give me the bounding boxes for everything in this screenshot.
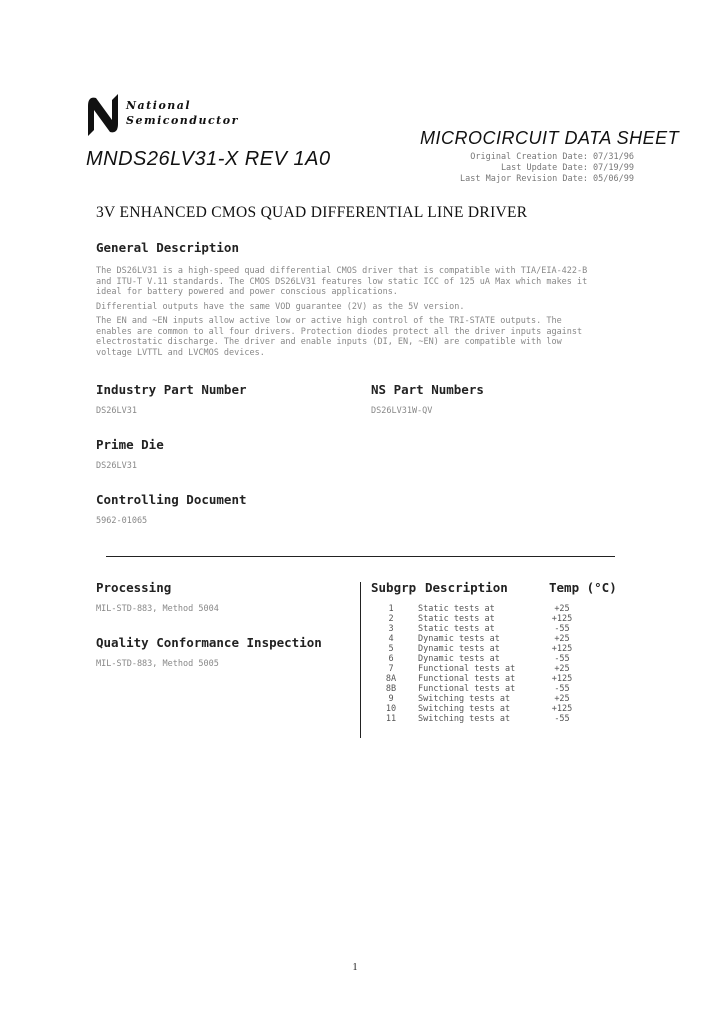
table-row [364, 624, 582, 634]
temp-cell: -55 [554, 714, 570, 724]
subgroup-cell: 1 [388, 604, 394, 614]
temp-cell: +25 [554, 604, 570, 614]
subgroup-cell: 3 [388, 624, 394, 634]
national-semiconductor-logo-icon [84, 92, 124, 138]
processing-value: MIL-STD-883, Method 5004 [96, 604, 219, 614]
description-cell: Dynamic tests at [418, 654, 500, 664]
general-description-body [96, 266, 596, 362]
temp-cell: +25 [554, 664, 570, 674]
subgroup-cell: 7 [388, 664, 394, 674]
subgroup-cell: 10 [385, 704, 397, 714]
subgroup-cell: 8A [385, 674, 397, 684]
temp-cell: +125 [551, 674, 573, 684]
description-paragraph: The DS26LV31 is a high-speed quad differential CMOS driver that is compatible with TIA/EIA-422-B and ITU-T V.11 standards. The CMOS DS26LV31 features low static ICC of 125 uA Max which makes it ideal for battery powered and power conscious applications. [96, 266, 588, 297]
table-row [364, 614, 582, 624]
table-row [364, 674, 582, 684]
temp-cell: -55 [554, 654, 570, 664]
subgroup-cell: 4 [388, 634, 394, 644]
subgrp-header: Subgrp [371, 580, 417, 595]
table-row [364, 704, 582, 714]
company-name [126, 98, 239, 128]
processing-heading: Processing [96, 580, 172, 595]
temp-cell: -55 [554, 624, 570, 634]
subgroup-cell: 9 [388, 694, 394, 704]
last-update-date: Last Update Date: 07/19/99 [500, 163, 634, 173]
description-cell: Static tests at [418, 604, 495, 614]
table-row [364, 714, 582, 724]
subgroup-cell: 6 [388, 654, 394, 664]
column-divider [360, 582, 361, 738]
description-cell: Dynamic tests at [418, 644, 500, 654]
prime-die-value: DS26LV31 [96, 461, 137, 471]
description-cell: Functional tests at [418, 664, 516, 674]
table-row [364, 684, 582, 694]
company-name-line2: Semiconductor [126, 114, 239, 127]
document-type-title: MICROCIRCUIT DATA SHEET [420, 128, 680, 148]
description-paragraph: Differential outputs have the same VOD guarantee (2V) as the 5V version. [96, 301, 465, 312]
description-cell: Dynamic tests at [418, 634, 500, 644]
controlling-document-heading: Controlling Document [96, 492, 247, 507]
temp-cell: +125 [551, 704, 573, 714]
temp-cell: +25 [554, 694, 570, 704]
page-number: 1 [352, 962, 358, 973]
table-row [364, 634, 582, 644]
revision-dates [460, 152, 634, 185]
temp-cell: -55 [554, 684, 570, 694]
quality-conformance-heading: Quality Conformance Inspection [96, 635, 322, 650]
description-cell: Functional tests at [418, 684, 516, 694]
subgroup-cell: 5 [388, 644, 394, 654]
part-revision-title: MNDS26LV31-X REV 1A0 [86, 148, 331, 170]
temp-cell: +25 [554, 634, 570, 644]
prime-die-heading: Prime Die [96, 437, 164, 452]
ns-part-numbers-heading: NS Part Numbers [371, 382, 484, 397]
temp-cell: +125 [551, 614, 573, 624]
original-creation-date: Original Creation Date: 07/31/96 [470, 152, 634, 162]
section-divider [106, 556, 615, 557]
temp-header: Temp (°C) [549, 580, 617, 595]
company-name-line1: National [126, 99, 192, 112]
description-header: Description [425, 580, 508, 595]
temp-cell: +125 [551, 644, 573, 654]
description-cell: Static tests at [418, 614, 495, 624]
table-row [364, 664, 582, 674]
table-row [364, 654, 582, 664]
subgroup-table [364, 604, 582, 724]
controlling-document-value: 5962-01065 [96, 516, 148, 526]
page-title: 3V ENHANCED CMOS QUAD DIFFERENTIAL LINE DRIVER [96, 204, 528, 221]
general-description-heading: General Description [96, 240, 239, 255]
table-row [364, 644, 582, 654]
table-row [364, 604, 582, 614]
description-cell: Static tests at [418, 624, 495, 634]
subgroup-cell: 11 [385, 714, 397, 724]
industry-part-number-value: DS26LV31 [96, 406, 137, 416]
subgroup-cell: 2 [388, 614, 394, 624]
last-major-revision-date: Last Major Revision Date: 05/06/99 [460, 174, 634, 184]
table-row [364, 694, 582, 704]
description-paragraph: The EN and ~EN inputs allow active low or active high control of the TRI-STATE outputs. The enables are common to all four drivers. Protection diodes protect all the driver inputs against electrostatic discharge. The driver and enable inputs (DI, EN, ~EN) are compatible with low voltage LVTTL and LVCMOS devices. [96, 316, 583, 358]
description-cell: Switching tests at [418, 714, 511, 724]
quality-conformance-value: MIL-STD-883, Method 5005 [96, 659, 219, 669]
subgroup-cell: 8B [385, 684, 397, 694]
description-cell: Functional tests at [418, 674, 516, 684]
ns-part-numbers-value: DS26LV31W-QV [371, 406, 433, 416]
description-cell: Switching tests at [418, 694, 511, 704]
description-cell: Switching tests at [418, 704, 511, 714]
industry-part-number-heading: Industry Part Number [96, 382, 247, 397]
